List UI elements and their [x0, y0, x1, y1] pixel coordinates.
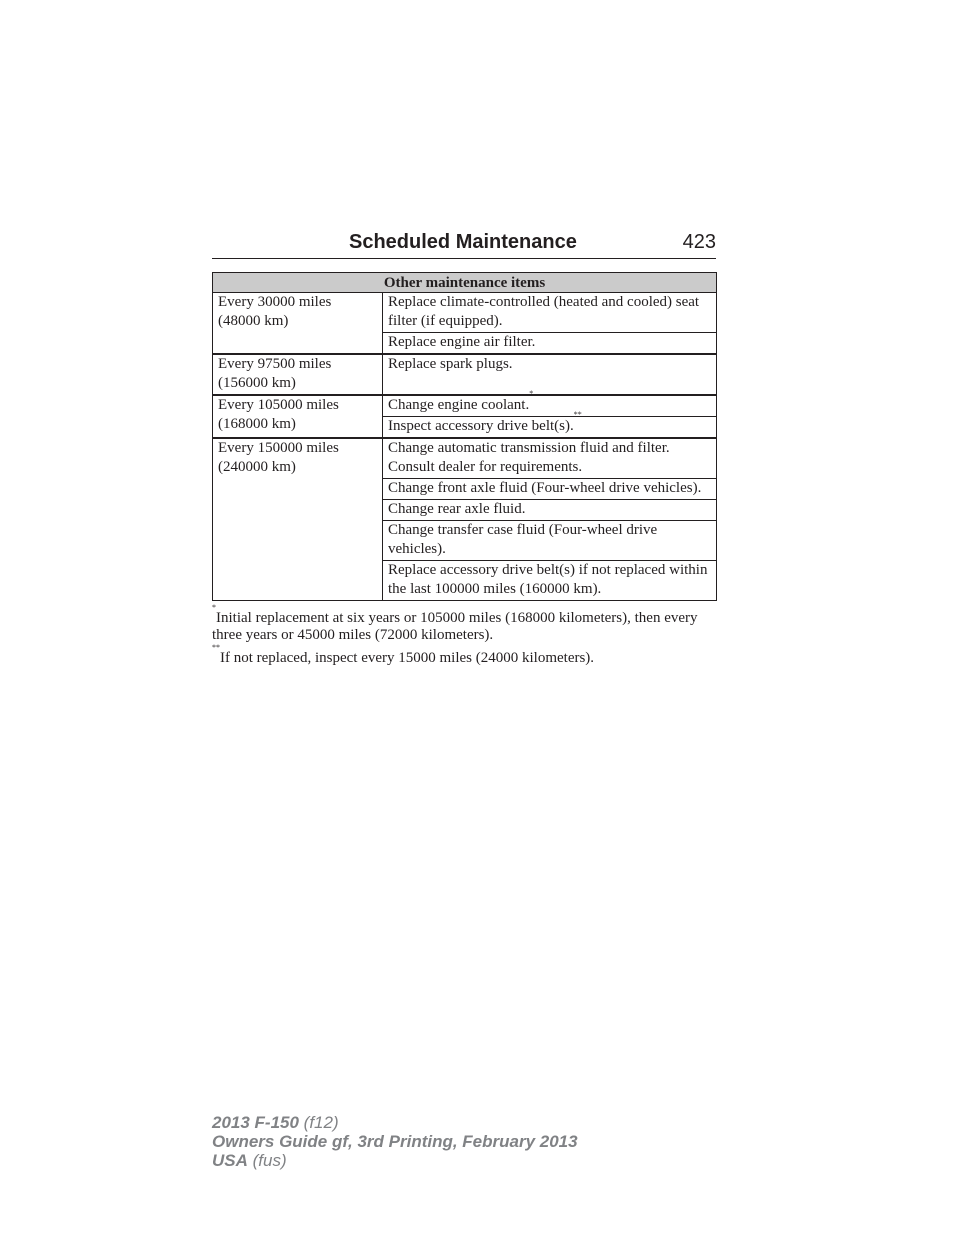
table-heading: Other maintenance items: [213, 273, 717, 293]
footer-line-model: 2013 F-150 (f12): [212, 1113, 339, 1132]
interval-km: (168000 km): [218, 416, 296, 432]
interval-miles: Every 105000 miles: [218, 397, 339, 413]
service-item: Change engine coolant.*: [383, 395, 717, 417]
service-item: Replace engine air filter.: [383, 333, 717, 355]
service-item: Change front axle fluid (Four-wheel drive vehicles).: [383, 479, 717, 500]
service-item: Replace climate-controlled (heated and cooled) seat filter (if equipped).: [383, 293, 717, 333]
footnote: [212, 603, 716, 644]
footnote-marker: *: [212, 603, 216, 612]
interval-cell: [213, 438, 383, 601]
service-item: Replace accessory drive belt(s) if not replaced within the last 100000 miles (160000 km).: [383, 561, 717, 601]
interval-miles: Every 97500 miles: [218, 356, 332, 372]
service-item: Change rear axle fluid.: [383, 500, 717, 521]
page-header: [212, 228, 716, 259]
service-item: Inspect accessory drive belt(s).**: [383, 417, 717, 439]
table-row: [213, 354, 717, 395]
interval-miles: Every 30000 miles: [218, 294, 332, 310]
page-title: Scheduled Maintenance: [349, 231, 577, 253]
footnote-text: If not replaced, inspect every 15000 miles (24000 kilometers).: [220, 650, 595, 666]
interval-km: (48000 km): [218, 313, 289, 329]
interval-miles: Every 150000 miles: [218, 440, 339, 456]
table-row: [213, 438, 717, 479]
interval-km: (240000 km): [218, 459, 296, 475]
footer-line-region: USA (fus): [212, 1151, 287, 1170]
page-number: 423: [682, 231, 716, 253]
table-row: [213, 293, 717, 333]
service-item: Change automatic transmission fluid and filter. Consult dealer for requirements.: [383, 438, 717, 479]
maintenance-table: [212, 272, 717, 601]
interval-cell: [213, 293, 383, 355]
page-footer: [212, 1113, 578, 1170]
service-item: Replace spark plugs.: [383, 354, 717, 395]
service-item: Change transfer case fluid (Four-wheel drive vehicles).: [383, 521, 717, 561]
footnote-marker: **: [212, 643, 220, 652]
interval-km: (156000 km): [218, 375, 296, 391]
table-row: [213, 395, 717, 417]
footnotes: [212, 603, 716, 673]
interval-cell: [213, 354, 383, 395]
footer-line-edition: Owners Guide gf, 3rd Printing, February 2013: [212, 1132, 578, 1151]
footnote-text: Initial replacement at six years or 105000 miles (168000 kilometers), then every three years or 45000 miles (72000 kilometers).: [212, 610, 698, 643]
interval-cell: [213, 395, 383, 438]
footnote: [212, 643, 716, 667]
